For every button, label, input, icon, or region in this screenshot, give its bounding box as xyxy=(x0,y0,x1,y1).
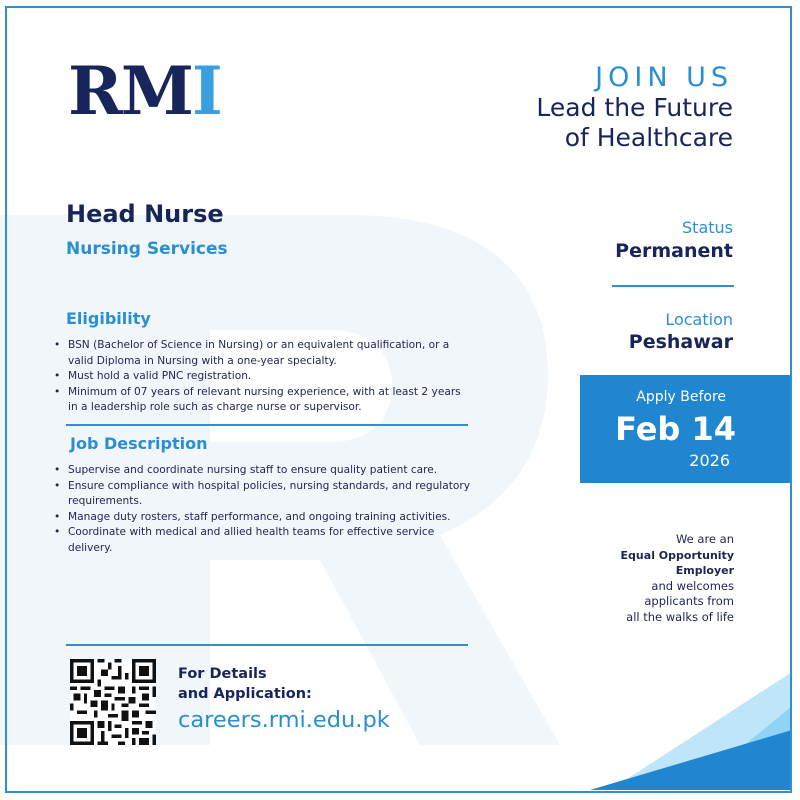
eo-line-2: and welcomes xyxy=(651,578,734,593)
logo-main: RM xyxy=(68,52,192,130)
qr-code-icon[interactable] xyxy=(70,659,156,745)
details-line-2: and Application: xyxy=(178,686,312,702)
eligibility-list xyxy=(53,338,473,416)
rmi-logo xyxy=(68,52,221,130)
apply-date: Feb 14 xyxy=(615,410,736,448)
section-divider xyxy=(66,424,468,426)
list-item: • BSN (Bachelor of Science in Nursing) or an equivalent qualification, or a valid Diploma in Nursing with a one-year specialty. xyxy=(53,338,473,369)
tagline-line-1: Lead the Future xyxy=(536,93,733,122)
location-label: Location xyxy=(665,310,733,329)
apply-before-box xyxy=(580,375,792,483)
list-item: • Manage duty rosters, staff performance, and ongoing training activities. xyxy=(53,510,473,526)
eligibility-heading: Eligibility xyxy=(66,309,151,328)
status-label: Status xyxy=(682,218,733,237)
equal-opportunity-statement xyxy=(554,532,734,625)
job-title: Head Nurse xyxy=(66,200,224,228)
eo-bold-2: Employer xyxy=(675,564,734,577)
footer-divider xyxy=(66,644,468,646)
status-value: Permanent xyxy=(615,240,733,262)
list-item: • Ensure compliance with hospital policies, nursing standards, and regulatory requirements. xyxy=(53,479,473,510)
job-description-list xyxy=(53,463,473,556)
eo-line-4: all the walks of life xyxy=(626,609,734,624)
apply-year: 2026 xyxy=(689,451,730,470)
list-item: • Must hold a valid PNC registration. xyxy=(53,369,473,385)
join-us-heading: JOIN US xyxy=(595,62,733,93)
tagline-line-2: of Healthcare xyxy=(564,123,733,152)
department: Nursing Services xyxy=(66,239,228,259)
list-item: • Minimum of 07 years of relevant nursing experience, with at least 2 years in a leadership role such as charge nurse or supervisor. xyxy=(53,385,473,416)
logo-accent: I xyxy=(191,52,221,130)
list-item: • Supervise and coordinate nursing staff to ensure quality patient care. xyxy=(53,463,473,479)
details-text xyxy=(178,664,312,704)
eo-line-1: We are an xyxy=(675,532,734,546)
careers-link[interactable]: careers.rmi.edu.pk xyxy=(178,707,390,733)
side-divider xyxy=(612,285,734,287)
job-description-heading: Job Description xyxy=(70,434,208,453)
list-item: • Coordinate with medical and allied health teams for effective service delivery. xyxy=(53,525,473,556)
location-value: Peshawar xyxy=(628,331,733,353)
apply-before-label: Apply Before xyxy=(636,389,726,405)
eo-line-3: applicants from xyxy=(644,594,734,608)
eo-bold-1: Equal Opportunity xyxy=(620,548,734,562)
details-line-1: For Details xyxy=(178,666,267,682)
tagline xyxy=(403,93,733,153)
